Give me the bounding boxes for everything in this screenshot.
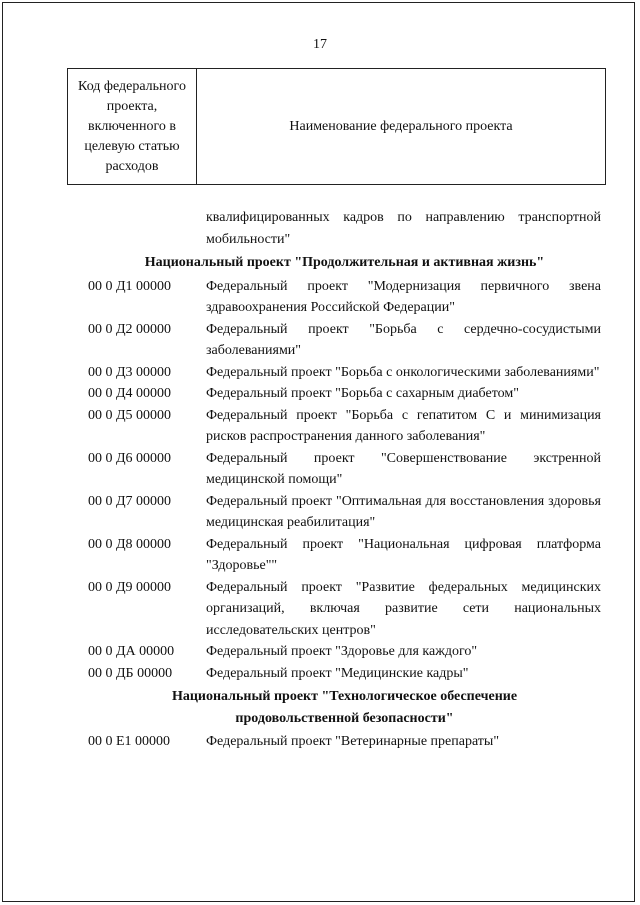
project-name: Федеральный проект "Модернизация первичного звена здравоохранения Российской Федерации"	[206, 278, 601, 315]
section-title-line: Национальный проект "Технологическое обеспечение	[171, 689, 518, 704]
project-code: 00 0 Д3 00000	[88, 364, 172, 380]
project-code: 00 0 Д6 00000	[88, 450, 172, 466]
project-name: Федеральный проект "Оптимальная для восстановления здоровья медицинская реабилитация"	[206, 493, 601, 530]
continuation-text	[206, 207, 601, 250]
header-code-line: проекта,	[106, 98, 158, 114]
project-name: Федеральный проект "Медицинские кадры"	[206, 665, 469, 681]
table-row	[88, 276, 601, 319]
table-row	[88, 448, 601, 491]
project-code: 00 0 ДА 00000	[88, 644, 175, 659]
project-name: Федеральный проект "Борьба с сахарным диабетом"	[206, 386, 519, 401]
header-code-column	[68, 69, 197, 184]
project-code: 00 0 Е1 00000	[88, 734, 171, 749]
table-row	[88, 534, 601, 577]
header-code-line: Код федерального	[78, 78, 186, 94]
project-code: 00 0 Д2 00000	[88, 321, 172, 337]
table-row	[88, 405, 601, 448]
table-row	[88, 577, 601, 642]
project-code: 00 0 ДБ 00000	[88, 665, 173, 681]
project-name: Федеральный проект "Здоровье для каждого"	[206, 644, 478, 659]
table-row	[88, 319, 601, 362]
project-code: 00 0 Д8 00000	[88, 536, 172, 552]
project-name: Федеральный проект "Борьба с сердечно-сосудистыми заболеваниями"	[206, 321, 601, 358]
header-code-line: целевую статью	[84, 138, 180, 154]
project-name: Федеральный проект "Национальная цифровая платформа "Здоровье""	[206, 536, 601, 573]
table-row	[88, 491, 601, 534]
project-name: Федеральный проект "Борьба с гепатитом С и минимизация рисков распространения данного заболевания"	[206, 407, 601, 444]
table-row	[88, 731, 601, 753]
page-number: 17	[313, 37, 327, 52]
table-row	[88, 663, 601, 685]
table-row	[88, 383, 601, 405]
table-row	[88, 362, 601, 384]
project-name: Федеральный проект "Борьба с онкологическими заболеваниями"	[206, 364, 600, 380]
project-code: 00 0 Д5 00000	[88, 407, 172, 423]
header-table	[67, 68, 606, 185]
project-code: 00 0 Д7 00000	[88, 493, 172, 509]
header-name-column: Наименование федерального проекта	[289, 118, 513, 134]
project-code: 00 0 Д9 00000	[88, 579, 172, 595]
section-title: Национальный проект "Продолжительная и активная жизнь"	[144, 255, 545, 270]
header-code-line: расходов	[105, 158, 159, 174]
project-name: Федеральный проект "Ветеринарные препараты"	[206, 734, 500, 749]
project-code: 00 0 Д4 00000	[88, 386, 172, 401]
document-body	[88, 207, 601, 753]
continuation-line: мобильности"	[206, 231, 291, 247]
section-title	[88, 686, 601, 729]
table-row	[88, 641, 601, 663]
section-title-line: продовольственной безопасности"	[235, 710, 454, 726]
continuation-line: квалифицированных кадров по направлению транспортной	[206, 210, 601, 225]
header-code-line: включенного в	[87, 118, 177, 134]
project-code: 00 0 Д1 00000	[88, 278, 172, 294]
project-name: Федеральный проект "Развитие федеральных медицинских организаций, включая развитие сети национальных исследовательских центров"	[206, 579, 601, 638]
project-name: Федеральный проект "Совершенствование экстренной медицинской помощи"	[206, 450, 601, 487]
